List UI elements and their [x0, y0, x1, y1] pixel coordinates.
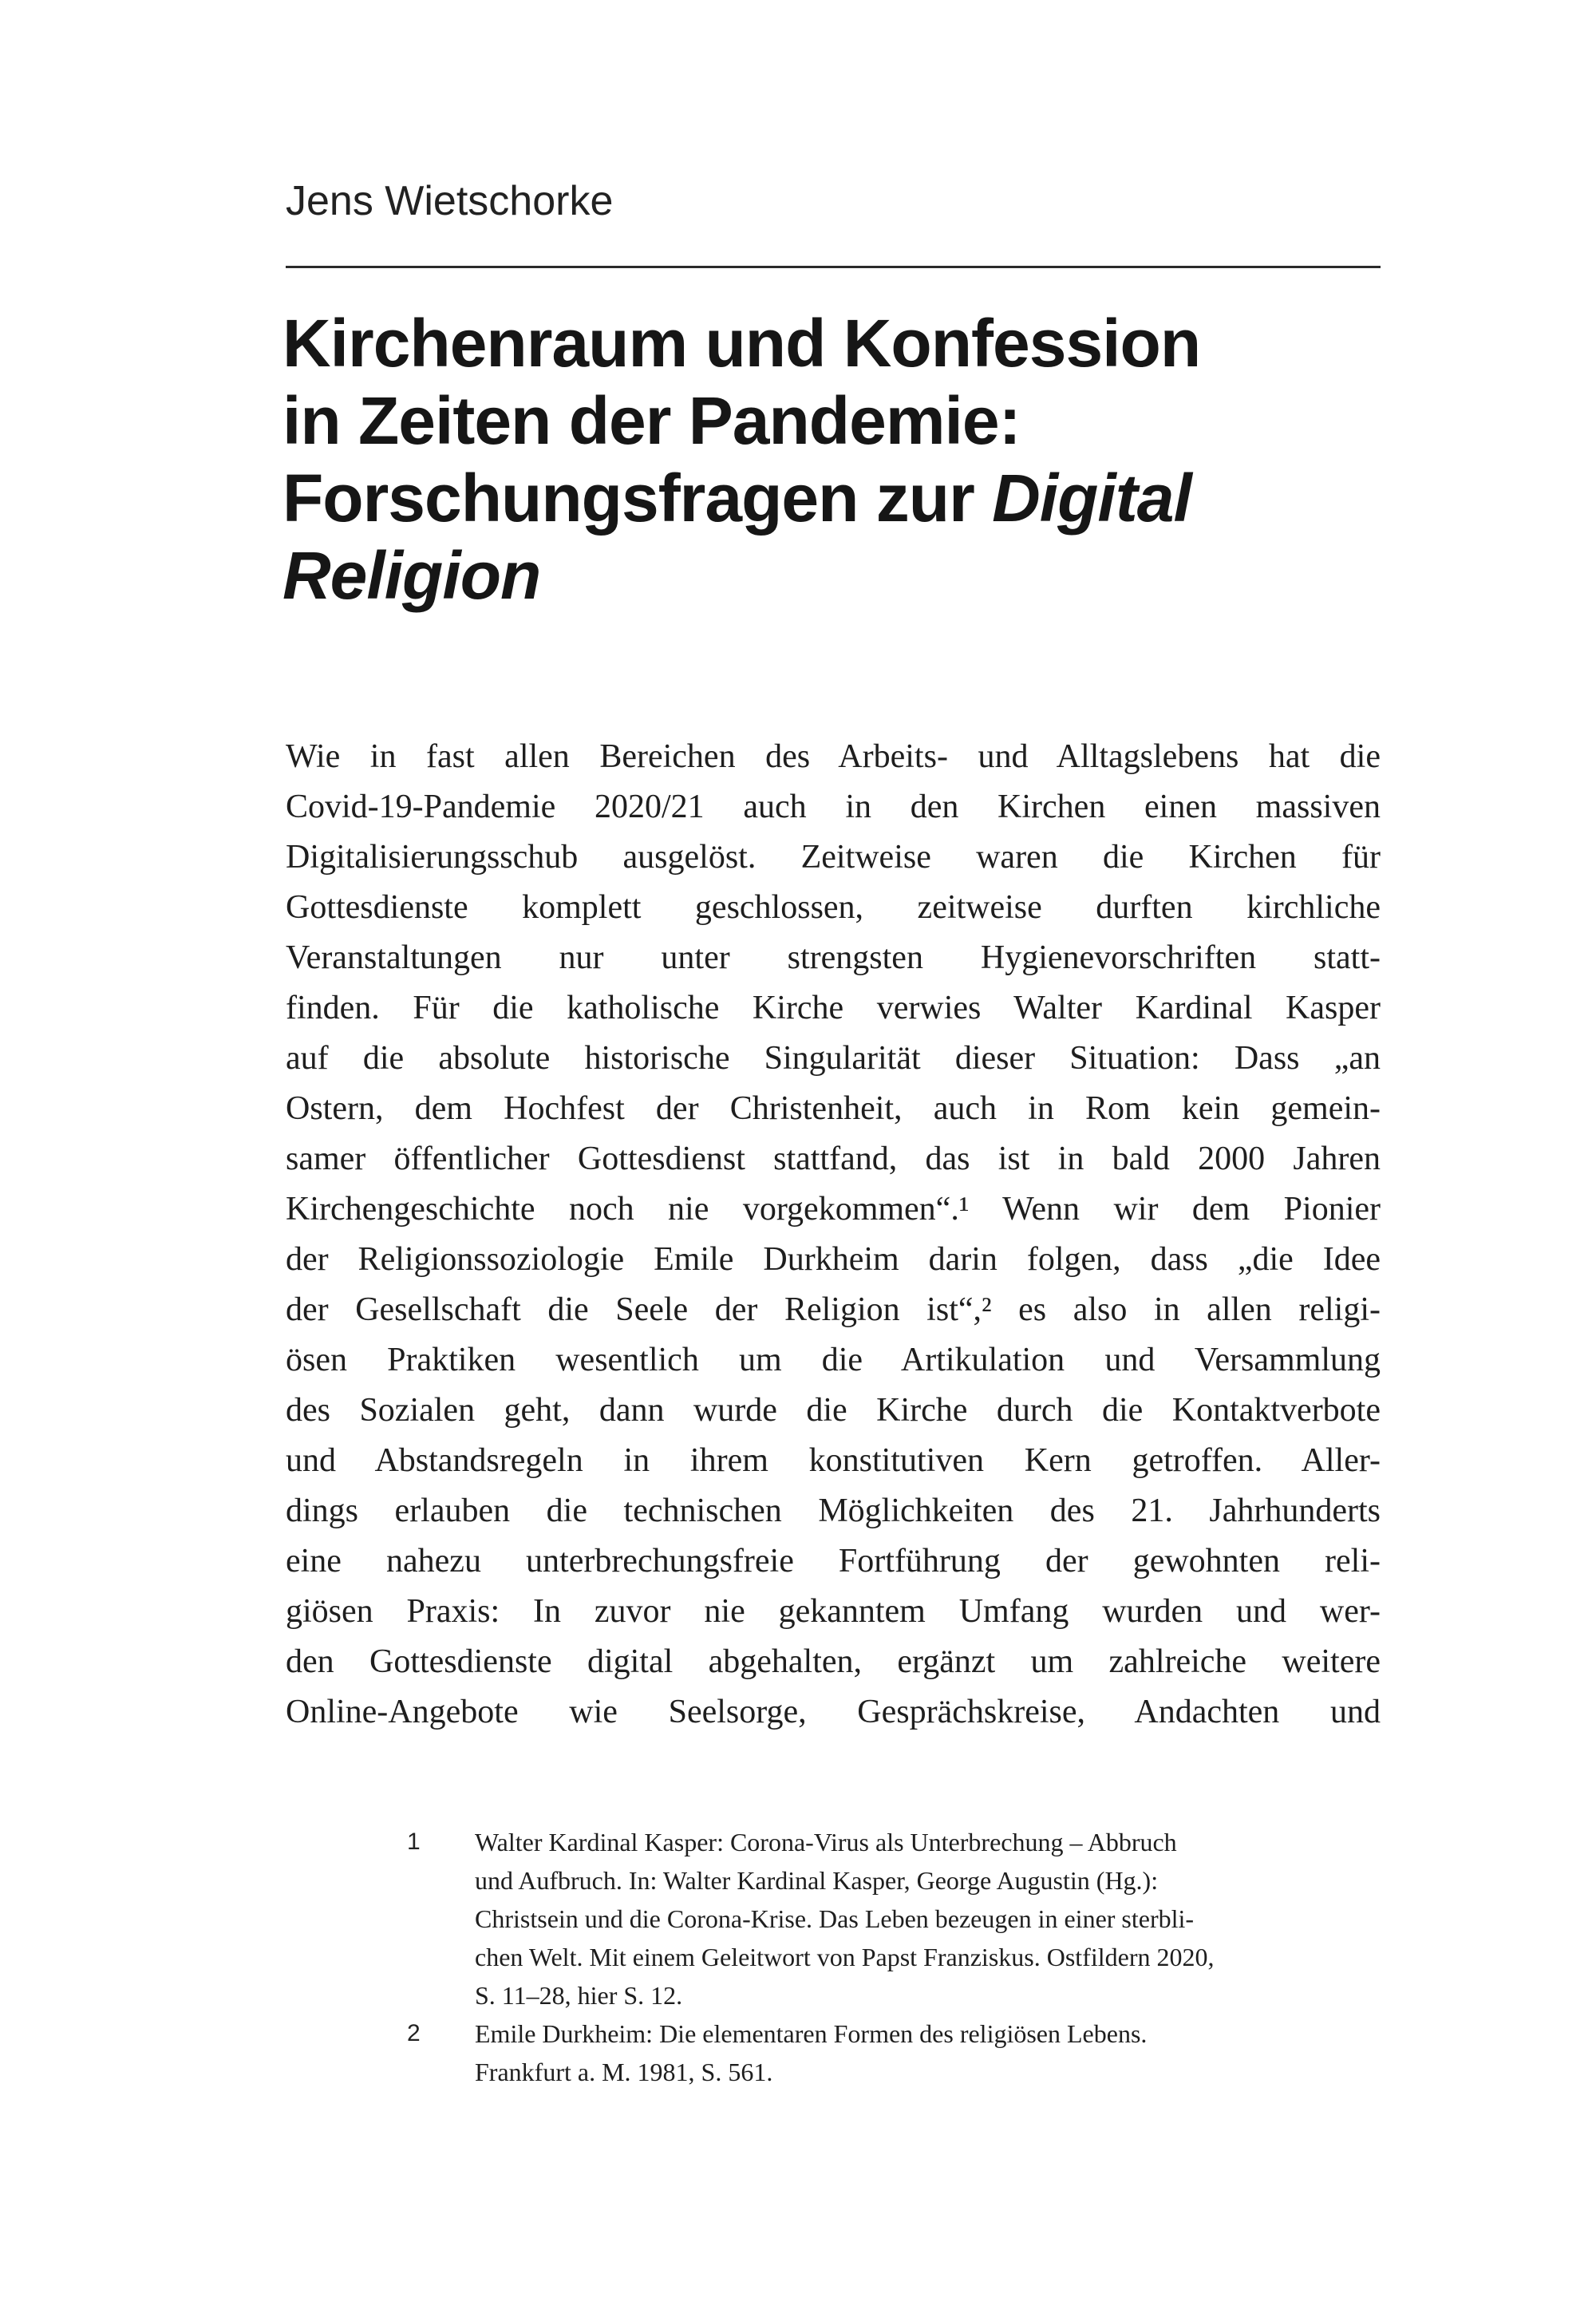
footnote-1: [407, 1823, 1396, 2014]
title-line-4: [282, 537, 1479, 615]
body-line: Kirchengeschichte noch nie vorgekommen“.¹ Wenn wir dem Pionier: [286, 1191, 1381, 1228]
body-line: giösen Praxis: In zuvor nie gekanntem Umfang wurden und wer-: [286, 1593, 1381, 1630]
article-title: [282, 305, 1479, 615]
body-line: Gottesdienste komplett geschlossen, zeitweise durften kirchliche: [286, 889, 1381, 926]
body-line: eine nahezu unterbrechungsfreie Fortführung der gewohnten reli-: [286, 1543, 1381, 1580]
title-line-2: in Zeiten der Pandemie:: [282, 383, 1021, 458]
divider-rule: [286, 266, 1381, 268]
title-line-3-regular: Forschungsfragen zur: [282, 461, 993, 536]
footnote-line: Walter Kardinal Kasper: Corona-Virus als Unterbrechung – Abbruch: [475, 1828, 1177, 1856]
body-line: samer öffentlicher Gottesdienst stattfand, das ist in bald 2000 Jahren: [286, 1141, 1381, 1177]
footnote-line: und Aufbruch. In: Walter Kardinal Kasper, George Augustin (Hg.):: [475, 1866, 1159, 1895]
title-line-4-italic: Religion: [282, 538, 541, 613]
footnote-line: S. 11–28, hier S. 12.: [475, 1981, 683, 2010]
footnote-line: Frankfurt a. M. 1981, S. 561.: [475, 2058, 773, 2086]
body-line: und Abstandsregeln in ihrem konstitutiven Kern getroffen. Aller-: [286, 1442, 1381, 1479]
footnote-text: [475, 2014, 1396, 2091]
body-line: Online-Angebote wie Seelsorge, Gesprächskreise, Andachten und: [286, 1694, 1381, 1730]
body-line: Wie in fast allen Bereichen des Arbeits- und Alltagslebens hat die: [286, 738, 1381, 775]
footnote-line: Christsein und die Corona-Krise. Das Leben bezeugen in einer sterbli-: [475, 1904, 1195, 1933]
body-line: finden. Für die katholische Kirche verwies Walter Kardinal Kasper: [286, 990, 1381, 1026]
footnote-2: [407, 2014, 1396, 2091]
title-line-3-italic: Digital: [992, 461, 1191, 536]
body-line: Ostern, dem Hochfest der Christenheit, auch in Rom kein gemein-: [286, 1090, 1381, 1127]
body-line: der Religionssoziologie Emile Durkheim darin folgen, dass „die Idee: [286, 1241, 1381, 1278]
body-line: dings erlauben die technischen Möglichkeiten des 21. Jahrhunderts: [286, 1493, 1381, 1529]
body-line: Digitalisierungsschub ausgelöst. Zeitweise waren die Kirchen für: [286, 839, 1381, 876]
footnote-line: Emile Durkheim: Die elementaren Formen des religiösen Lebens.: [475, 2019, 1148, 2048]
footnotes: [407, 1823, 1396, 2091]
body-line: auf die absolute historische Singularität dieser Situation: Dass „an: [286, 1040, 1381, 1077]
body-line: Covid-19-Pandemie 2020/21 auch in den Kirchen einen massiven: [286, 789, 1381, 825]
body-line: der Gesellschaft die Seele der Religion ist“,² es also in allen religi-: [286, 1291, 1381, 1328]
footnote-line: chen Welt. Mit einem Geleitwort von Papst Franziskus. Ostfildern 2020,: [475, 1943, 1215, 1971]
body-line: des Sozialen geht, dann wurde die Kirche durch die Kontaktverbote: [286, 1392, 1381, 1429]
title-line-3: [282, 460, 1479, 537]
body-line: den Gottesdienste digital abgehalten, ergänzt um zahlreiche weitere: [286, 1643, 1381, 1680]
footnote-number: 2: [407, 2020, 421, 2046]
body-line: Veranstaltungen nur unter strengsten Hygienevorschriften statt-: [286, 939, 1381, 976]
title-line-1: Kirchenraum und Konfession: [282, 306, 1201, 381]
author-name: Jens Wietschorke: [286, 178, 614, 224]
body-line: ösen Praktiken wesentlich um die Artikulation und Versammlung: [286, 1342, 1381, 1378]
footnote-number: 1: [407, 1829, 421, 1855]
footnote-text: [475, 1823, 1396, 2014]
body-text: [286, 732, 1381, 1738]
